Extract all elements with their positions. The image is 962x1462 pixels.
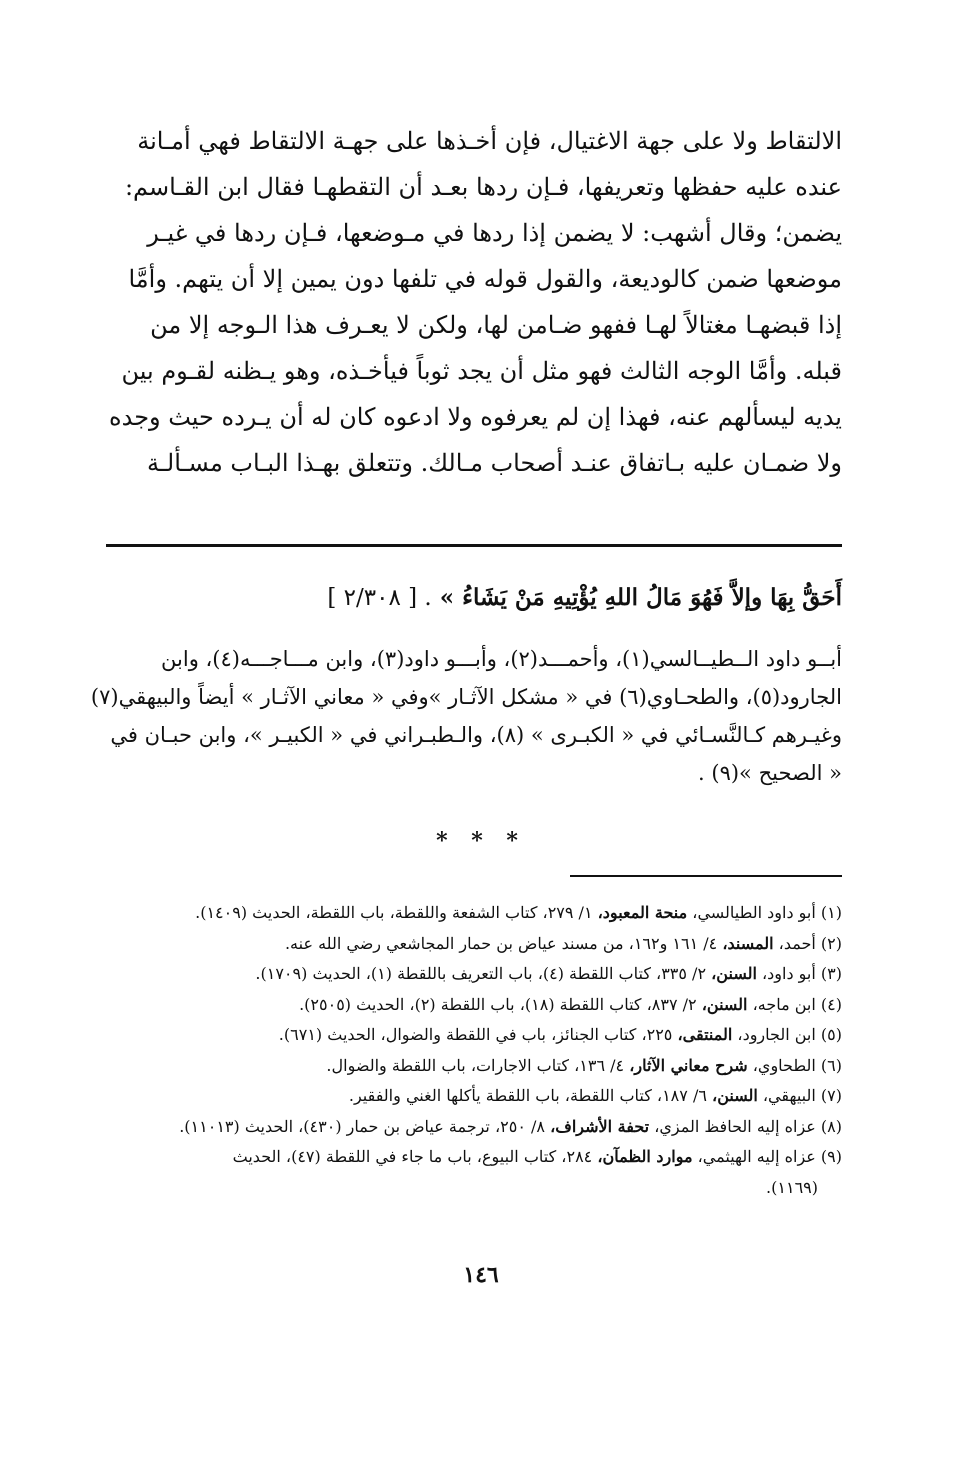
footnote-item: (٣) أبو داود، السنن، ٢/ ٣٣٥، كتاب اللقطة (٤)، باب التعريف باللقطة (١)، الحديث (١٧٠٩). <box>255 964 842 983</box>
footnote-item: (١١٦٩). <box>766 1177 818 1197</box>
main-text-line: موضعها ضمن كالوديعة، والقول قوله في تلفها دون يمين إلا أن يتهم. وأمَّا <box>128 265 842 293</box>
main-text-line: إذا قبضهـا مغتالاً لهـا ففهو ضـامن لها، ولكن لا يعـرف هذا الـوجه إلا من <box>150 311 842 339</box>
main-text-block <box>106 122 842 490</box>
main-text-line: عنده عليه حفظها وتعريفها، فـإن ردها بعـد أن التقطهـا فقال ابن القـاسم: <box>124 173 842 201</box>
takhrij-line: وغيـرهم كـالنَّسـائي في « الكبـرى » (٨)، والـطبـراني في « الكبيـر »، وابن حبـان في <box>110 723 842 747</box>
footnote-item: (٢) أحمد، المسند، ٤/ ١٦١ و١٦٢، من مسند عياض بن حمار المجاشعي رضي الله عنه. <box>284 933 842 953</box>
footnote-divider <box>570 875 842 877</box>
footnote-item: (٤) ابن ماجه، السنن، ٢/ ٨٣٧، كتاب اللقطة (١٨)، باب اللقطة (٢)، الحديث (٢٥٠٥). <box>299 994 842 1014</box>
section-divider <box>106 544 842 547</box>
asterisk-separator: * * * <box>436 828 526 854</box>
footnotes-block <box>106 898 842 1203</box>
hadith-quote-line <box>106 578 842 618</box>
quote-reference: . [ ٢/٣٠٨ ] <box>327 585 432 611</box>
main-text-line: يديه ليسألهم عنه، فهذا إن لم يعرفوه ولا ادعوه كان له أن يـرده حيث وجده <box>109 403 842 431</box>
main-text-line: يضمن؛ وقال أشهب: لا يضمن إذا ردها في مـوضعها، فـإن ردها في غيـر <box>147 219 842 247</box>
footnote-item: (٩) عزاه إليه الهيثمي، موارد الظمآن، ٢٨٤، كتاب البيوع، باب ما جاء في اللقطة (٤٧)، الحديث <box>232 1147 842 1166</box>
hadith-quote-text: أَحَقُّ بِهَا وإلاَّ فَهُوَ مَالُ اللهِ يُؤْتِيهِ مَنْ يَشَاءُ » <box>439 584 842 611</box>
takhrij-line: الجارود(٥)، والطحـاوي(٦) في « مشكل الآثـار »وفي « معاني الآثـار » أيضاً والبيهقي(٧) <box>90 685 842 709</box>
takhrij-line: أبــو داود الــطيــالسي(١)، وأحمـــد(٢)، وأبـــو داود(٣)، وابن مـــاجـــه(٤)، وابن <box>161 647 842 671</box>
main-text-line: ولا ضمـان عليه بـاتفاق عنـد أصحاب مـالك. وتتعلق بهـذا البـاب مسـألـة <box>146 449 842 477</box>
takhrij-line: « الصحيح »(٩) . <box>698 761 842 785</box>
footnote-item: (٧) البيهقي، السنن، ٦/ ١٨٧، كتاب اللقطة، باب اللقطة يأكلها الغني والفقير. <box>348 1086 842 1105</box>
takhrij-paragraph <box>90 640 842 792</box>
footnote-item: (١) أبو داود الطيالسي، منحة المعبود، ١/ ٢٧٩، كتاب الشفعة واللقطة، باب اللقطة، الحديث (١٤٠٩). <box>195 903 842 922</box>
main-text-line: قبله. وأمَّا الوجه الثالث فهو مثل أن يجد ثوباً فيأخـذه، وهو يـظنه لقـوم بين <box>121 357 842 385</box>
main-text-line: الالتقاط ولا على جهة الاغتيال، فإن أخـذها على جهـة الالتقاط فهي أمـانة <box>137 127 842 155</box>
page-number: ١٤٦ <box>463 1262 499 1288</box>
footnote-item: (٨) عزاه إليه الحافظ المزي، تحفة الأشراف، ٨/ ٢٥٠، ترجمة عياض بن حمار (٤٣٠)، الحديث (١١٠١٣). <box>179 1116 842 1136</box>
footnote-item: (٥) ابن الجارود، المنتقى، ٢٢٥، كتاب الجنائز، باب في اللقطة والضوال، الحديث (٦٧١). <box>278 1025 842 1044</box>
footnote-item: (٦) الطحاوي، شرح معاني الآثار، ٤/ ١٣٦، كتاب الاجارات، باب اللقطة والضوال. <box>326 1055 842 1075</box>
